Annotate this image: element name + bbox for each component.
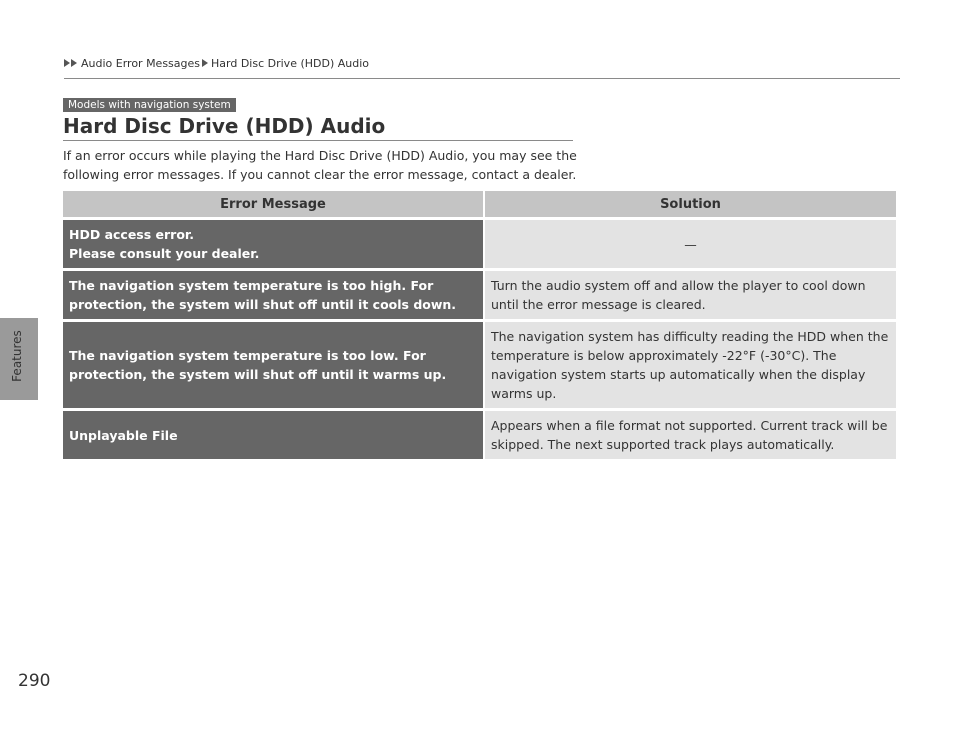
header-divider <box>64 78 900 79</box>
solution-cell <box>485 271 896 319</box>
section-tab-label: Features <box>10 330 24 382</box>
title-divider <box>63 140 573 141</box>
table-header-row <box>63 191 896 217</box>
breadcrumb-item-audio-error-messages[interactable]: Audio Error Messages <box>81 56 201 70</box>
breadcrumb-item-hdd-audio[interactable]: Hard Disc Drive (HDD) Audio <box>211 56 370 70</box>
solution-cell <box>485 322 896 408</box>
solution-text: Appears when a file format not supported. Current track will be skipped. The next supported track plays automatically. <box>491 418 888 452</box>
column-header-solution: Solution <box>485 191 896 217</box>
error-message-cell <box>63 220 485 268</box>
column-header-error-message: Error Message <box>63 191 485 217</box>
table-row <box>63 271 896 319</box>
breadcrumb-separator-icon <box>202 59 209 67</box>
intro-text: If an error occurs while playing the Hard Disc Drive (HDD) Audio, you may see the following error messages. If you cannot clear the error message, contact a dealer. <box>63 148 577 182</box>
table-row <box>63 220 896 268</box>
error-message-table <box>63 188 896 462</box>
model-badge: Models with navigation system <box>63 98 236 112</box>
error-message-text: The navigation system temperature is too high. For protection, the system will shut off until it cools down. <box>69 278 457 312</box>
table-row <box>63 322 896 408</box>
solution-cell <box>485 220 896 268</box>
page-title: Hard Disc Drive (HDD) Audio <box>63 114 386 138</box>
error-message-cell <box>63 322 485 408</box>
table-row <box>63 411 896 459</box>
solution-text: — <box>684 236 697 252</box>
breadcrumb <box>64 55 369 71</box>
solution-text: Turn the audio system off and allow the player to cool down until the error message is cleared. <box>491 278 866 312</box>
breadcrumb-arrow-icon <box>64 59 78 67</box>
error-message-text: HDD access error. Please consult your dealer. <box>69 227 260 261</box>
solution-text: The navigation system has difficulty reading the HDD when the temperature is below approximately -22°F (-30°C). The navigation system starts up automatically when the display warms up. <box>491 329 889 401</box>
error-message-cell <box>63 411 485 459</box>
page-number: 290 <box>18 671 51 691</box>
solution-cell <box>485 411 896 459</box>
error-message-text: Unplayable File <box>69 427 178 443</box>
error-message-cell <box>63 271 485 319</box>
error-message-text: The navigation system temperature is too low. For protection, the system will shut off until it warms up. <box>69 348 447 382</box>
